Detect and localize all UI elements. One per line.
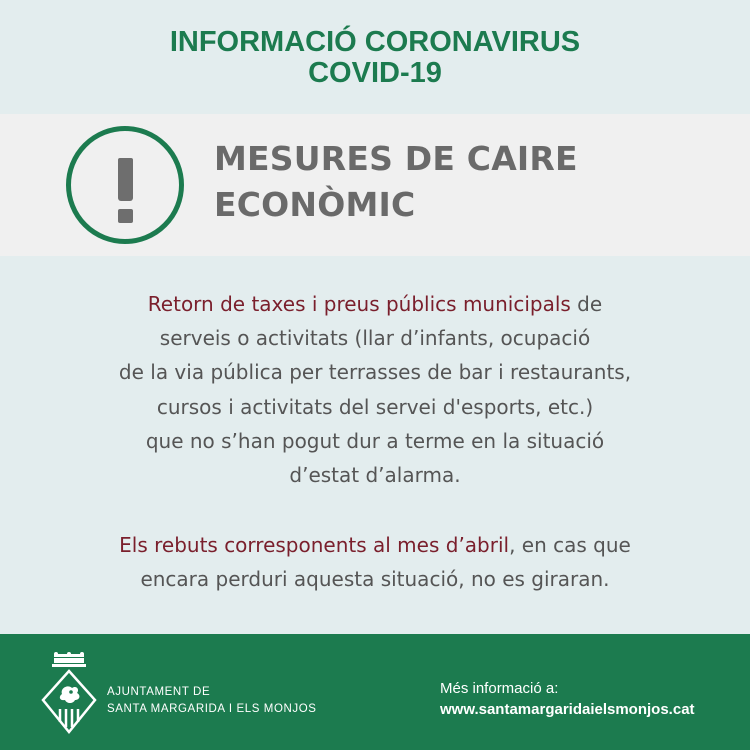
organization-name [107, 684, 317, 718]
exclamation-dot [118, 209, 133, 223]
more-info [440, 678, 695, 720]
website-link[interactable]: www.santamargaridaielsmonjos.cat [440, 701, 695, 718]
paragraph-tax-refund [35, 256, 715, 492]
header-title-line1: INFORMACIÓ CORONAVIRUS [169, 26, 581, 58]
exclamation-bar [118, 158, 133, 201]
municipal-coat-of-arms-icon [40, 652, 98, 734]
paragraph-text: de [570, 292, 603, 316]
title-banner [0, 114, 750, 256]
banner-title-line2: ECONÒMIC [214, 185, 416, 224]
footer [0, 634, 750, 750]
more-info-label: Més informació a: [440, 680, 559, 697]
paragraph-line [35, 287, 715, 321]
paragraph-line [35, 528, 715, 562]
org-line1: AJUNTAMENT DE [107, 686, 211, 698]
highlight-text: Els rebuts corresponents al mes d’abril [119, 533, 510, 558]
paragraph-line: cursos i activitats del servei d'esports, etc.) [156, 394, 594, 419]
paragraph-text: , en cas que [509, 533, 631, 558]
banner-title [214, 136, 714, 228]
exclamation-circle-icon [66, 126, 184, 244]
banner-title-line1: MESURES DE CAIRE [214, 139, 578, 178]
org-line2: SANTA MARGARIDA I ELS MONJOS [107, 703, 317, 715]
paragraph-april-receipts [35, 528, 715, 596]
paragraph-line: que no s’han pogut dur a terme en la situació [145, 428, 605, 453]
paragraph-line: serveis o activitats (llar d’infants, ocupació [159, 326, 591, 351]
header [0, 0, 750, 114]
header-title-line2: COVID-19 [308, 57, 442, 89]
paragraph-line: d’estat d’alarma. [289, 463, 461, 488]
highlight-text: Retorn de taxes i preus públics municipals [147, 292, 571, 316]
paragraph-line: de la via pública per terrasses de bar i restaurants, [118, 360, 632, 385]
paragraph-line: encara perduri aquesta situació, no es giraran. [140, 567, 610, 592]
main-content [0, 256, 750, 634]
